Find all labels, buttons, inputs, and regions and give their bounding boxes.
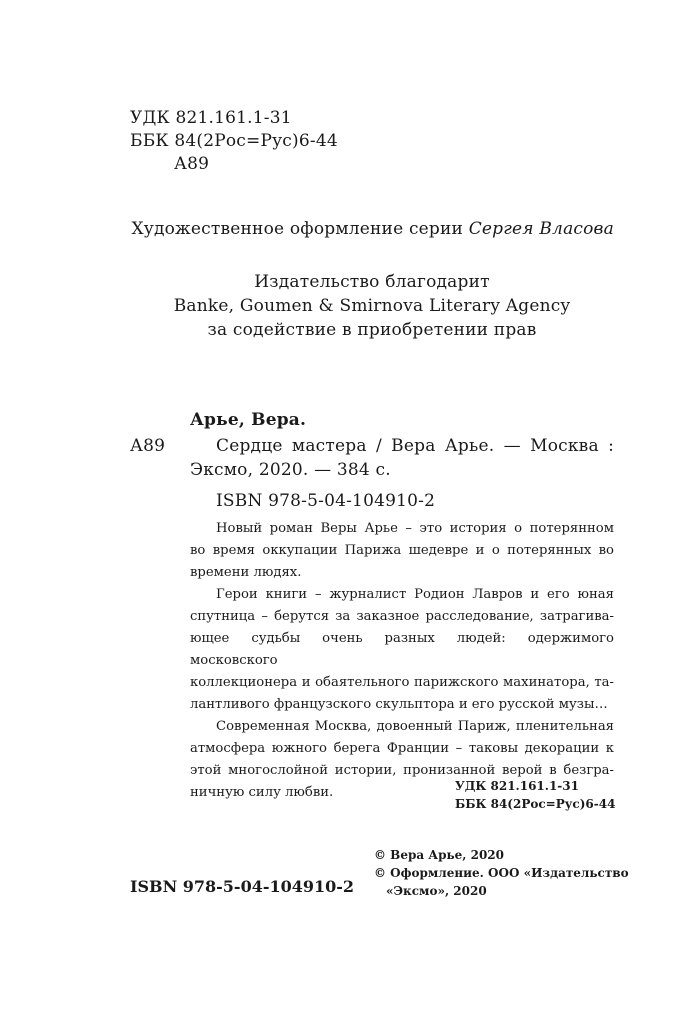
description-p1-line-1: Новый роман Веры Арье – это история о потерянном: [216, 521, 614, 536]
udk-code: УДК 821.161.1-31: [130, 108, 292, 128]
udk-code-bottom: УДК 821.161.1-31: [455, 779, 579, 793]
copyright-author: © Вера Арье, 2020: [374, 848, 504, 862]
description-p2-line-1: Герои книги – журналист Родион Лавров и его юная: [216, 587, 614, 602]
thanks-line-3: за содействие в приобретении прав: [207, 320, 537, 340]
series-designer-name: Сергея Власова: [468, 219, 614, 239]
catalog-isbn: ISBN 978-5-04-104910-2: [216, 491, 436, 511]
series-design-credit: [130, 219, 614, 239]
description-p2-line-3: ющее судьбы очень разных людей: одержимого московского: [190, 631, 614, 668]
catalog-mark: А89: [130, 436, 166, 456]
catalog-title-line-2: Эксмо, 2020. — 384 с.: [190, 460, 391, 480]
description-p3-line-4: ничную силу любви.: [190, 785, 334, 800]
description-p2-line-2: спутница – берутся за заказное расследование, затрагива-: [190, 609, 614, 624]
catalog-title-line-1: Сердце мастера / Вера Арье. — Москва :: [216, 436, 614, 456]
thanks-line-2: Banke, Goumen & Smirnova Literary Agency: [173, 296, 571, 316]
thanks-line-1: Издательство благодарит: [254, 272, 490, 292]
book-description: [190, 518, 614, 804]
description-p3-line-1: Современная Москва, довоенный Париж, пленительная: [216, 719, 614, 734]
copyright-design-line-1: © Оформление. ООО «Издательство: [374, 866, 629, 880]
description-p2-line-5: лантливого французского скульптора и его русской музы…: [190, 697, 608, 712]
bbk-code-bottom: ББК 84(2Рос=Рус)6-44: [455, 797, 616, 811]
footer-isbn: ISBN 978-5-04-104910-2: [130, 877, 355, 896]
description-p1-line-3: времени людях.: [190, 565, 302, 580]
author-mark: А89: [174, 154, 210, 174]
description-p3-line-2: атмосфера южного берега Франции – таковы декорации к: [190, 741, 614, 756]
copyright-design-line-2: «Эксмо», 2020: [386, 884, 487, 898]
catalog-author: Арье, Вера.: [190, 410, 307, 430]
bbk-code: ББК 84(2Рос=Рус)6-44: [130, 131, 338, 151]
description-p3-line-3: этой многослойной истории, пронизанной верой в безгра-: [190, 763, 614, 778]
description-p1-line-2: во время оккупации Парижа шедевре и о потерянных во: [190, 543, 614, 558]
description-p2-line-4: коллекционера и обаятельного парижского махинатора, та-: [190, 675, 614, 690]
series-design-prefix: Художественное оформление серии: [131, 219, 469, 239]
